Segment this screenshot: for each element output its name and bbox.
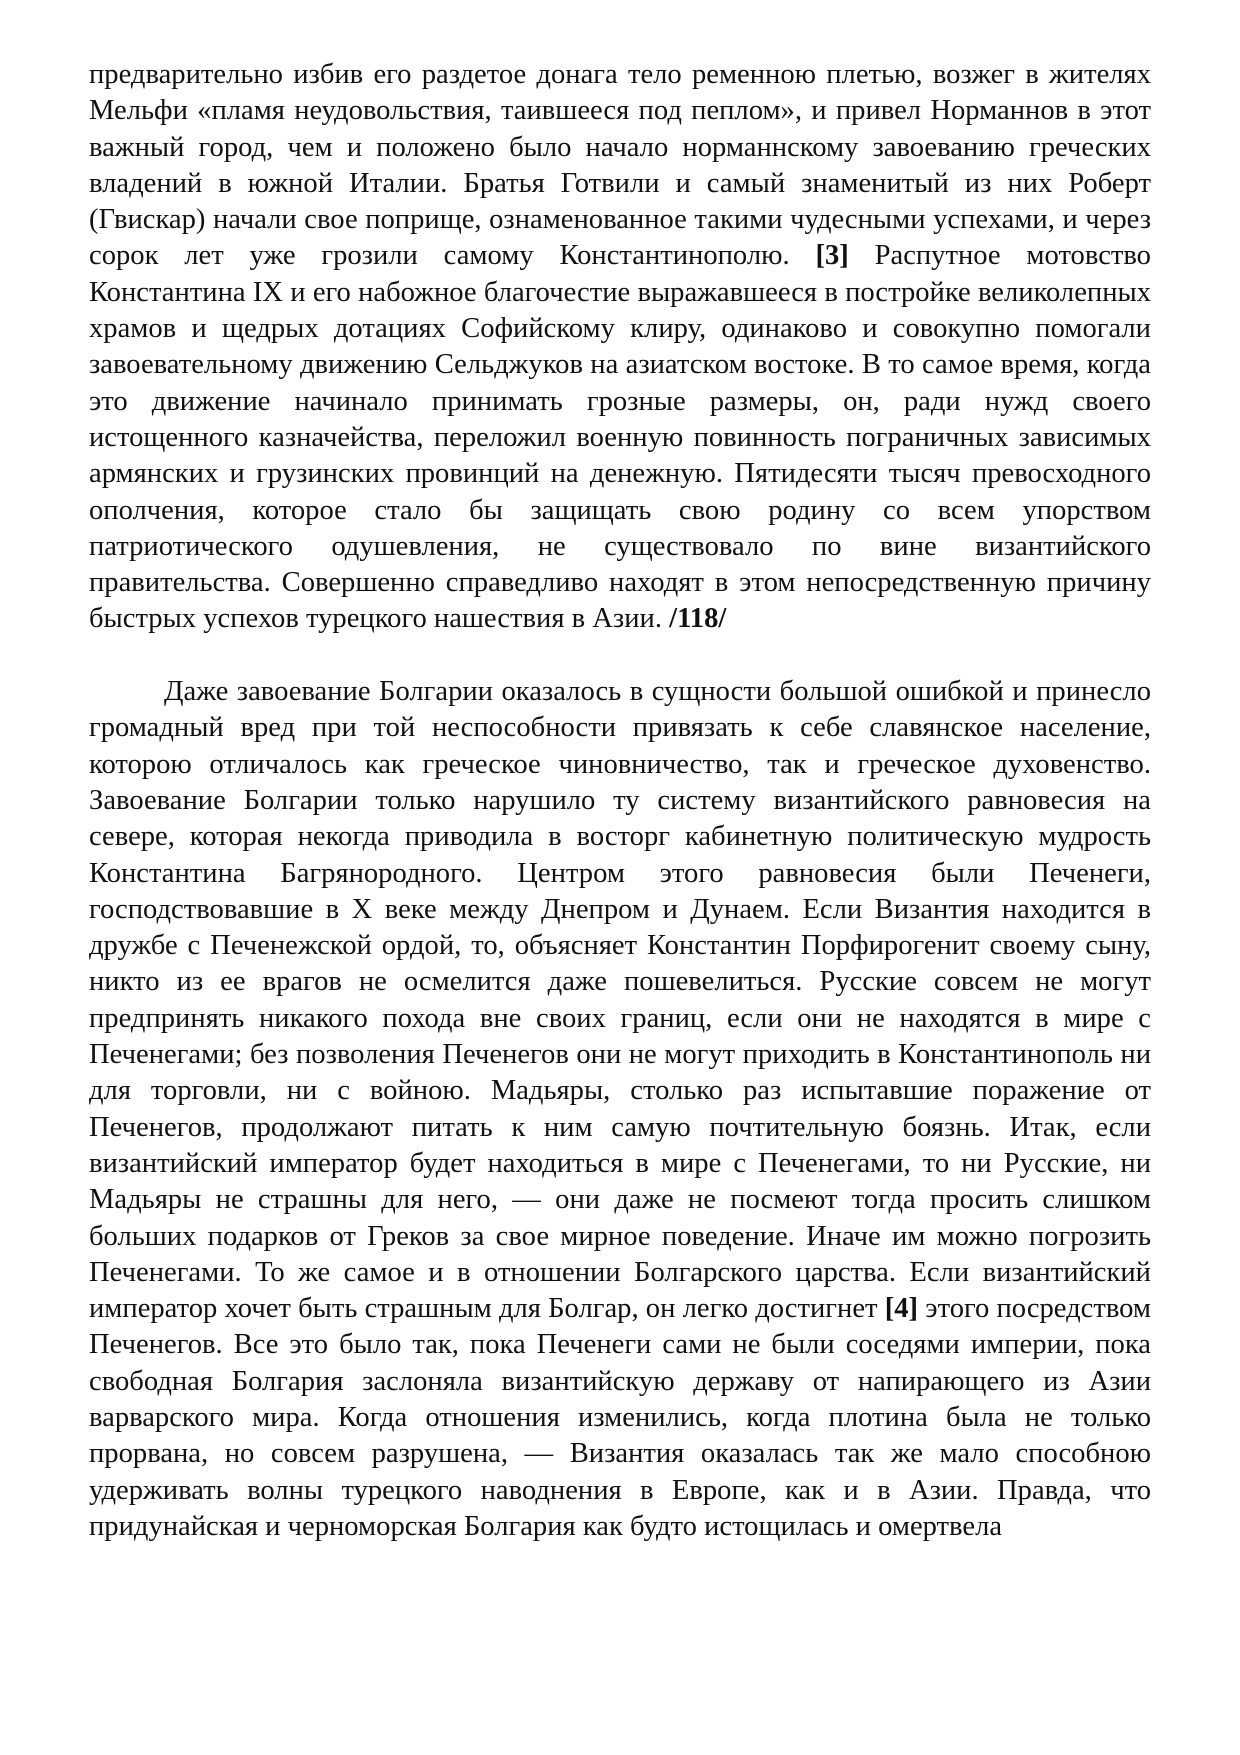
paragraph [89, 57, 1151, 638]
footnote-reference: [4] [884, 1293, 919, 1325]
page-marker: /118/ [669, 603, 727, 635]
paragraph [89, 674, 1151, 1545]
paragraph-text: предварительно избив его раздетое донага тело ременною плетью, возжег в жителях Мельфи «пламя неудовольствия, таившееся под пеплом», и привел Норманнов в этот важный город, чем и положено было начало норманнскому завоеванию греческих владений в южной Италии. Братья Готвили и самый знаменитый из них Роберт (Гвискар) начали свое поприще, ознаменованное такими чудесными успехами, и через сорок лет уже грозили самому Константинополю. [89, 59, 1151, 272]
paragraph-text: этого посредством Печенегов. Все это было так, пока Печенеги сами не были соседями империи, пока свободная Болгария заслоняла византийскую державу от напирающего из Азии варварского мира. Когда отношения изменились, когда плотина была не только прорвана, но совсем разрушена, — Византия оказалась так же мало способною удерживать волны турецкого наводнения в Европе, как и в Азии. Правда, что придунайская и черноморская Болгария как будто истощилась и омертвела [89, 1293, 1152, 1542]
paragraph-text: Даже завоевание Болгарии оказалось в сущности большой ошибкой и принесло громадный вред при той неспособности привязать к себе славянское население, которою отличалось как греческое чиновничество, так и греческое духовенство. Завоевание Болгарии только нарушило ту систему византийского равновесия на севере, которая некогда приводила в восторг кабинетную политическую мудрость Константина Багрянородного. Центром этого равновесия были Печенеги, господствовавшие в X веке между Днепром и Дунаем. Если Византия находится в дружбе с Печенежской ордой, то, объясняет Константин Порфирогенит своему сыну, никто из ее врагов не осмелится даже пошевелиться. Русские совсем не могут предпринять никакого похода вне своих границ, если они не находятся в мире с Печенегами; без позволения Печенегов они не могут приходить в Константинополь ни для торговли, ни с войною. Мадьяры, столько раз испытавшие поражение от Печенегов, продолжают питать к ним самую почтительную боязнь. Итак, если византийский император будет находиться в мире с Печенегами, то ни Русские, ни Мадьяры не страшны для него, — они даже не посмеют тогда просить слишком больших подарков от Греков за свое мирное поведение. Иначе им можно погрозить Печенегами. То же самое и в отношении Болгарского царства. Если византийский император хочет быть страшным для Болгар, он легко достигнет [89, 676, 1151, 1325]
page-body [89, 57, 1151, 1545]
footnote-reference: [3] [815, 240, 849, 272]
paragraph-text: Распутное мотовство Константина IX и его набожное благочестие выражавшееся в постройке великолепных храмов и щедрых дотациях Софийскому клиру, одинаково и совокупно помогали завоевательному движению Сельджуков на азиатском востоке. В то самое время, когда это движение начинало принимать грозные размеры, он, ради нужд своего истощенного казначейства, переложил военную повинность пограничных зависимых армянских и грузинских провинций на денежную. Пятидесяти тысяч превосходного ополчения, которое стало бы защищать свою родину со всем упорством патриотического одушевления, не существовало по вине византийского правительства. Совершенно справедливо находят в этом непосредственную причину быстрых успехов турецкого нашествия в Азии. [89, 240, 1151, 635]
